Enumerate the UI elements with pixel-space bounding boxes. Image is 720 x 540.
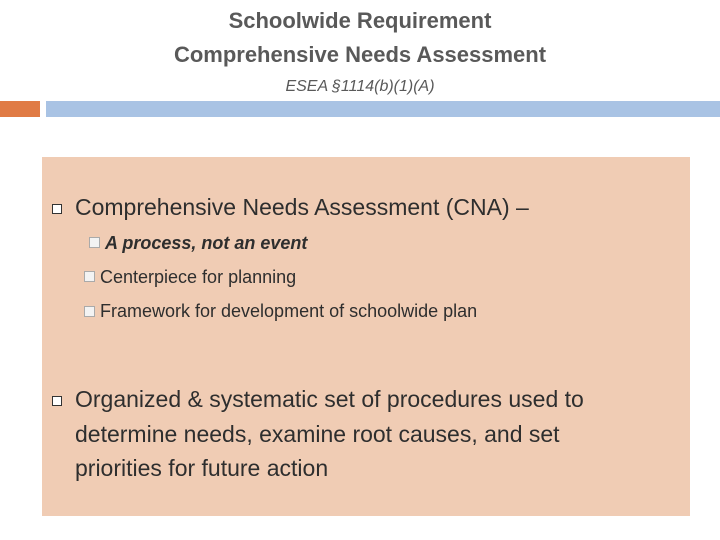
sub-bullet-framework: Framework for development of schoolwide plan [100,301,478,321]
sub-bullet-icon [84,306,95,317]
slide-title-line2: Comprehensive Needs Assessment [173,42,547,67]
content-box [42,157,690,516]
slide-subtitle-citation: ESEA §1114(b)(1)(A) [285,78,435,95]
sub-bullet-icon [84,271,95,282]
sub-bullet-process: A process, not an event [105,233,308,253]
bullet-cna-heading: Comprehensive Needs Assessment (CNA) – [75,194,529,220]
square-bullet-icon [52,204,62,214]
slide-title-line1: Schoolwide Requirement [228,8,492,33]
bullet-organized-line2: determine needs, examine root causes, and set [75,421,560,447]
accent-bar-orange [0,101,40,117]
accent-bar-blue [46,101,720,117]
square-bullet-icon [52,396,62,406]
sub-bullet-icon [89,237,100,248]
sub-bullet-centerpiece: Centerpiece for planning [100,267,297,287]
bullet-organized-line3: priorities for future action [75,455,329,481]
bullet-organized-line1: Organized & systematic set of procedures used to [75,386,584,412]
